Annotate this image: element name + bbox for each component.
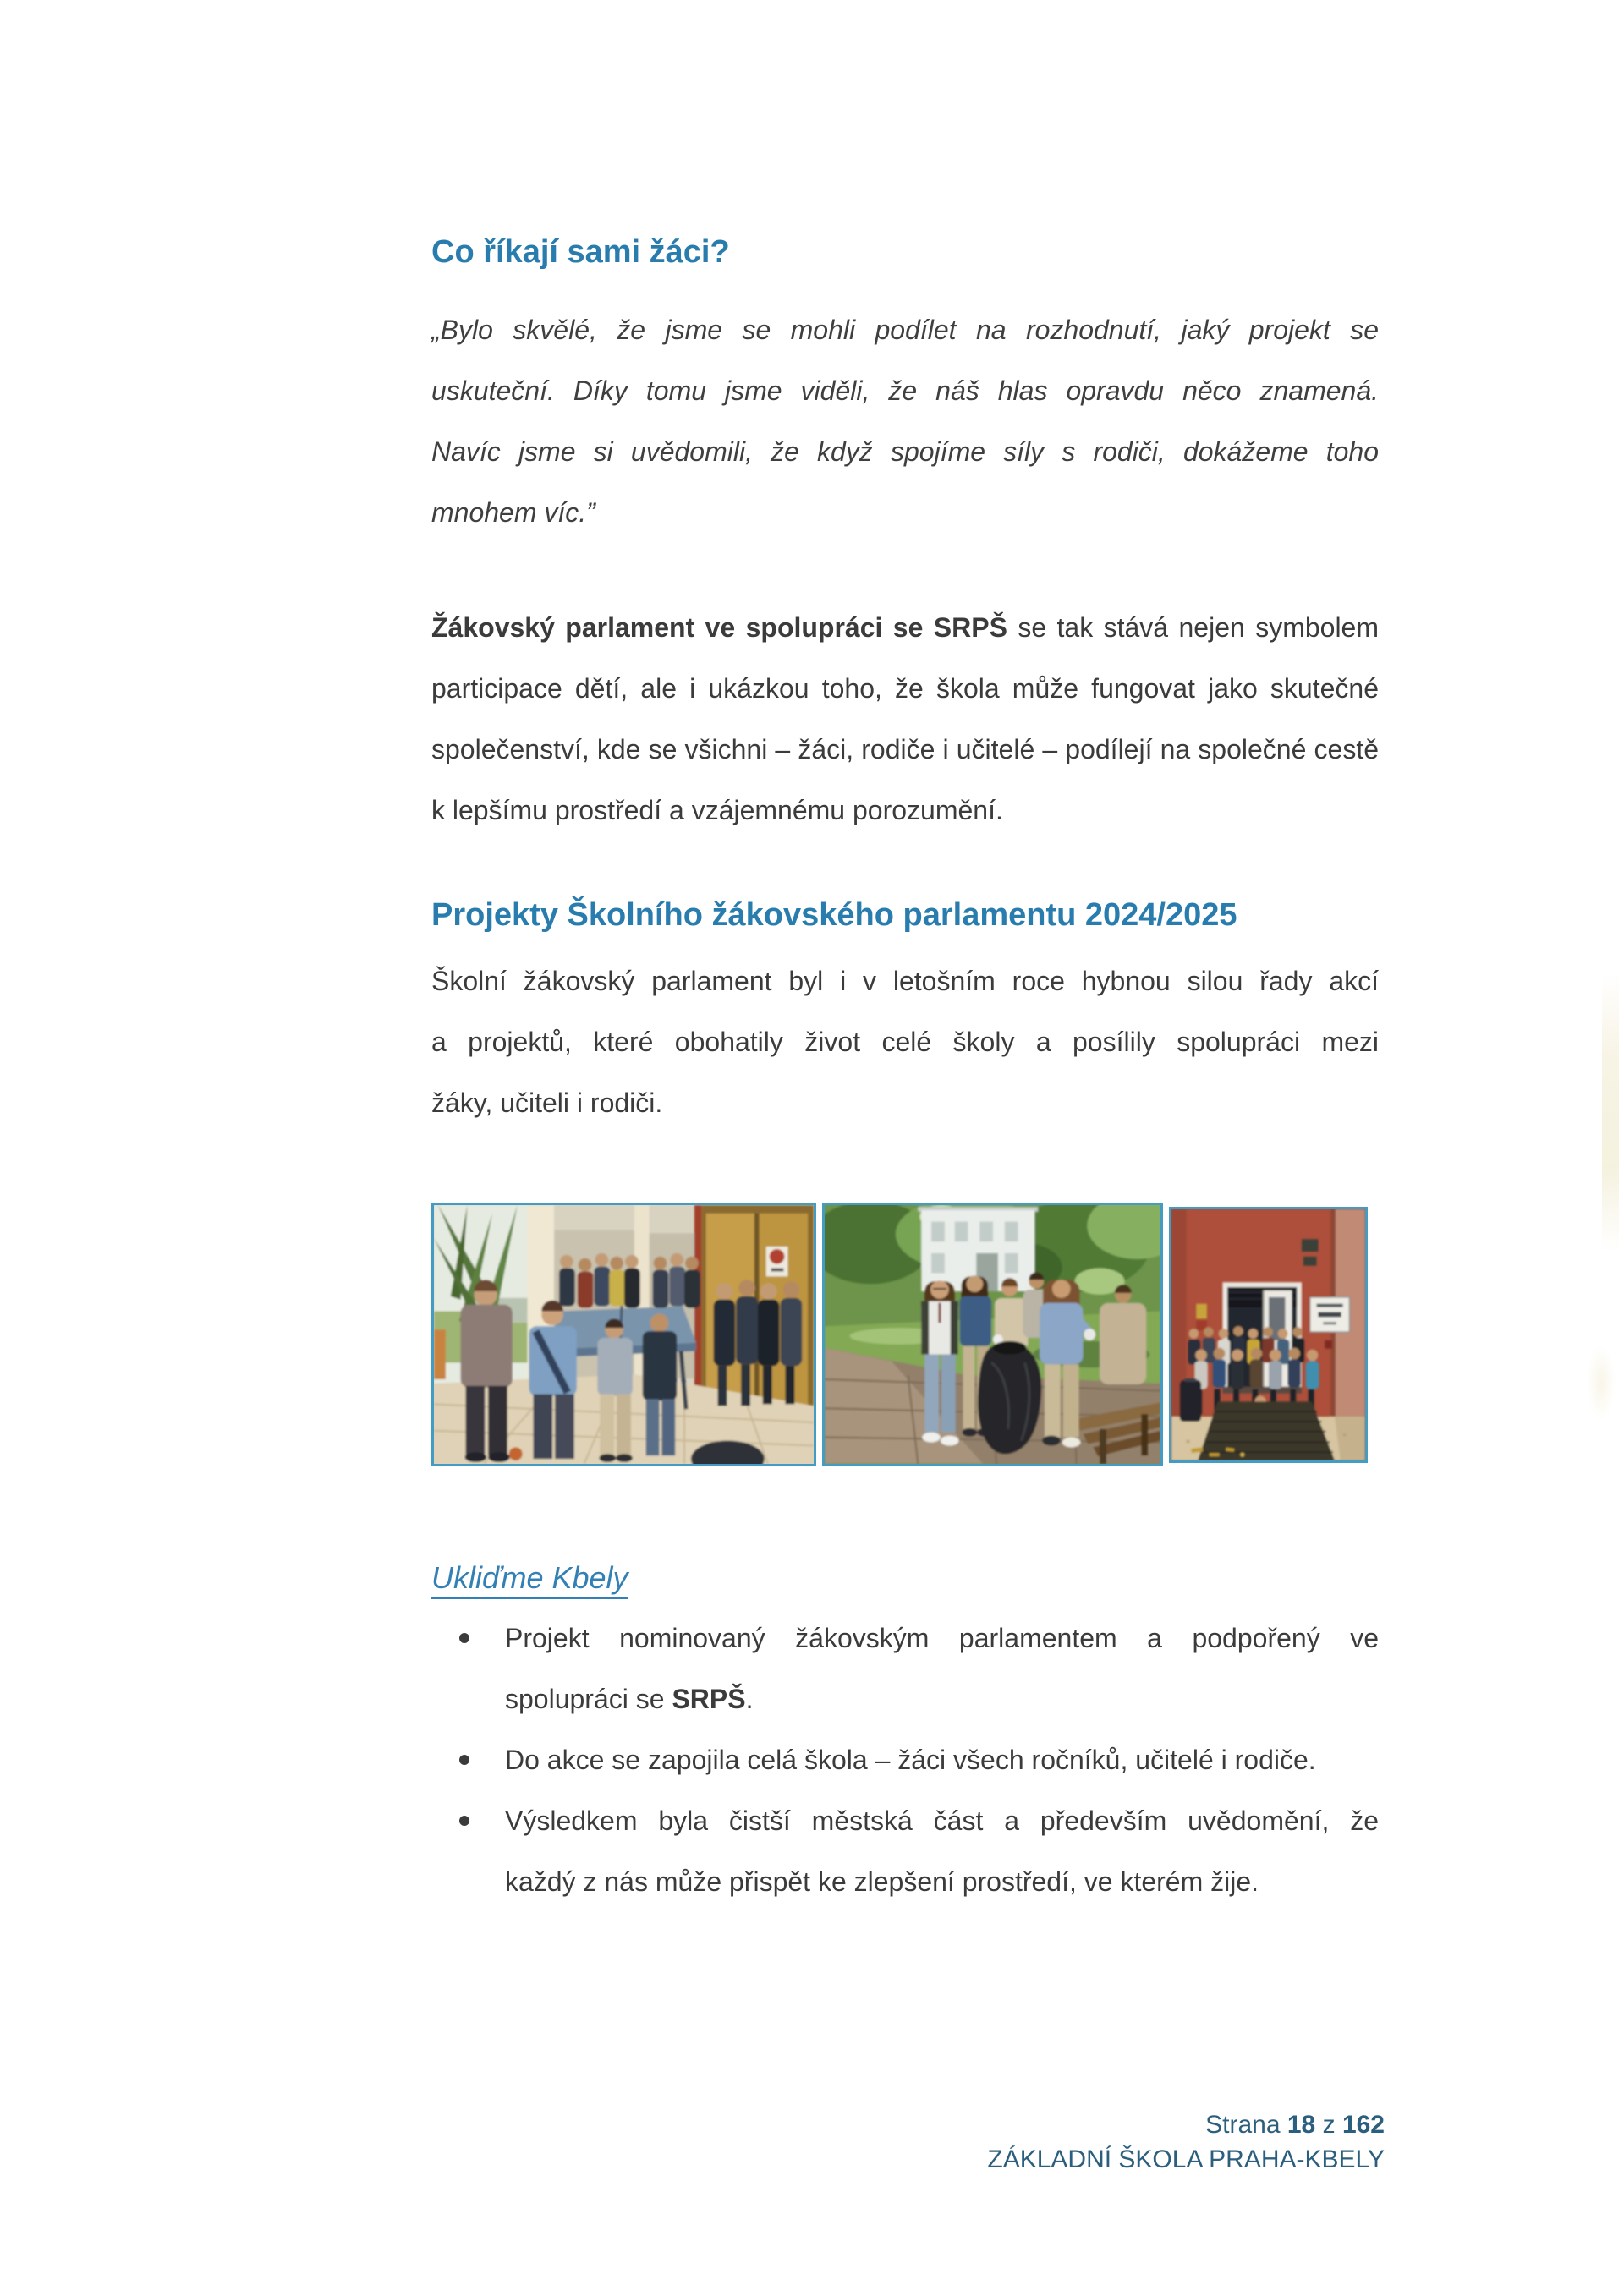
bullet-dot [459, 1633, 469, 1643]
bullet-line: Do akce se zapojila celá škola – žáci všech ročníků, učitelé i rodiče. [505, 1745, 1316, 1775]
bullet-line: každý z nás může přispět ke zlepšení prostředí, ve kterém žije. [505, 1866, 1259, 1897]
footer-page-word: Strana [1205, 2111, 1281, 2139]
parliament-paragraph [431, 597, 1379, 841]
paragraph-line [431, 597, 1379, 658]
footer-pages-total: 162 [1341, 2111, 1385, 2139]
scan-artifact [1602, 973, 1619, 1252]
paragraph-line: participace dětí, ale i ukázkou toho, že škola může fungovat jako skutečné [431, 673, 1379, 704]
photo-strip [431, 1203, 1368, 1466]
paragraph-line: Školní žákovský parlament byl i v letošním roce hybnou silou řady akcí [431, 966, 1379, 996]
quote-line: mnohem víc.” [431, 497, 595, 528]
photo-cleanup-outdoors [822, 1203, 1163, 1466]
section-heading-students-say: Co říkají sami žáci? [431, 234, 730, 270]
quote-line: Navíc jsme si uvědomili, že když spojíme síly s rodiči, dokážeme toho [431, 436, 1379, 467]
bullet-line-bold: SRPŠ [672, 1684, 746, 1714]
footer-of-word: z [1322, 2111, 1336, 2139]
bullet-item [431, 1790, 1379, 1912]
uklidme-kbely-link-heading: Ukliďme Kbely [431, 1560, 628, 1595]
section-heading-projects: Projekty Školního žákovského parlamentu 2024/2025 [431, 897, 1237, 933]
footer-page-indicator [987, 2107, 1385, 2142]
photo-school-entrance-group [1169, 1207, 1368, 1463]
paragraph-line: žáky, učiteli i rodiči. [431, 1088, 663, 1118]
bullet-line: Projekt nominovaný žákovským parlamentem a podpořený ve [505, 1623, 1379, 1653]
bullet-line-text: spolupráci se [505, 1684, 672, 1714]
paragraph-line: společenství, kde se všichni – žáci, rodiče i učitelé – podílejí na společné cestě [431, 734, 1379, 764]
paragraph-line: a projektů, které obohatily život celé školy a posílily spolupráci mezi [431, 1027, 1379, 1057]
bullet-item [431, 1729, 1379, 1790]
bullet-dot [459, 1755, 469, 1765]
bullet-line-text: . [745, 1684, 754, 1714]
bold-lead-text: Žákovský parlament ve spolupráci se SRPŠ [431, 612, 1007, 643]
bullet-line: Výsledkem byla čistší městská část a především uvědomění, že [505, 1806, 1379, 1836]
bullet-item [431, 1608, 1379, 1729]
quote-line: „Bylo skvělé, že jsme se mohli podílet na rozhodnutí, jaký projekt se [431, 315, 1379, 345]
scan-artifact [1587, 1345, 1616, 1421]
projects-paragraph [431, 951, 1379, 1133]
bullet-dot [459, 1816, 469, 1826]
quote-line: uskuteční. Díky tomu jsme viděli, že náš hlas opravdu něco znamená. [431, 375, 1379, 406]
page-footer [987, 2107, 1385, 2177]
footer-page-number: 18 [1287, 2111, 1316, 2139]
paragraph-line-rest: se tak stává nejen symbolem [1007, 612, 1380, 643]
bullet-line [505, 1669, 1379, 1729]
paragraph-line: k lepšímu prostředí a vzájemnému porozumění. [431, 795, 1003, 825]
photo-table-tennis-hall [431, 1203, 816, 1466]
bullet-list [431, 1608, 1379, 1912]
footer-school-name: ZÁKLADNÍ ŠKOLA PRAHA-KBELY [987, 2145, 1385, 2173]
student-quote-paragraph [431, 299, 1379, 543]
